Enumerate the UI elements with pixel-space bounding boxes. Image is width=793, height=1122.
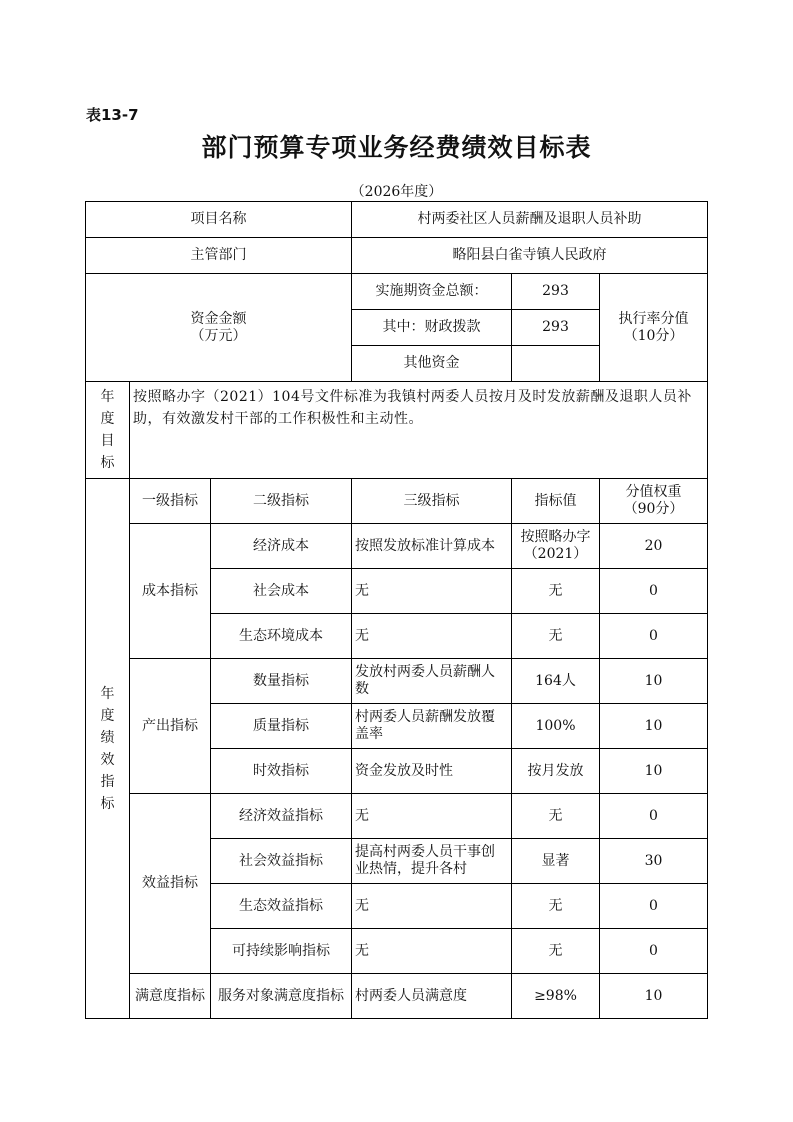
indicator-weight: 0 xyxy=(600,794,708,839)
indicator-l3: 提高村两委人员干事创业热情，提升各村 xyxy=(352,839,512,884)
indicator-l3: 发放村两委人员薪酬人数 xyxy=(352,659,512,704)
indicator-value: 无 xyxy=(512,884,600,929)
indicator-l3: 按照发放标准计算成本 xyxy=(352,524,512,569)
indicator-header-row xyxy=(86,479,708,524)
annual-goal-label xyxy=(86,382,130,479)
funds-other-value xyxy=(512,346,600,382)
department-label: 主管部门 xyxy=(86,238,352,274)
indicator-value: 100% xyxy=(512,704,600,749)
project-name-row xyxy=(86,202,708,238)
indicator-l3: 无 xyxy=(352,929,512,974)
indicator-weight: 20 xyxy=(600,524,708,569)
department-row xyxy=(86,238,708,274)
performance-indicator-label xyxy=(86,479,130,1019)
indicator-l3: 无 xyxy=(352,794,512,839)
header-level2: 二级指标 xyxy=(211,479,352,524)
annual-goal-label-char: 年 xyxy=(100,389,115,405)
funds-label-cell xyxy=(86,274,352,382)
document-year: （2026年度） xyxy=(350,184,443,200)
indicator-weight: 10 xyxy=(600,974,708,1019)
indicator-l2: 社会效益指标 xyxy=(211,839,352,884)
group-satisfaction: 满意度指标 xyxy=(130,974,211,1019)
indicator-weight: 0 xyxy=(600,929,708,974)
indicator-l2: 数量指标 xyxy=(211,659,352,704)
indicator-l3: 资金发放及时性 xyxy=(352,749,512,794)
indicator-value: 按月发放 xyxy=(512,749,600,794)
indicator-value: 无 xyxy=(512,794,600,839)
table-row xyxy=(86,659,708,704)
indicator-value: 无 xyxy=(512,929,600,974)
group-output: 产出指标 xyxy=(130,659,211,794)
funds-fiscal-label: 其中：财政拨款 xyxy=(352,310,512,346)
header-weight xyxy=(600,479,708,524)
execution-rate-score: （10分） xyxy=(623,327,684,344)
indicator-l2: 生态环境成本 xyxy=(211,614,352,659)
project-name-value: 村两委社区人员薪酬及退职人员补助 xyxy=(352,202,708,238)
table-row xyxy=(86,524,708,569)
funds-other-label: 其他资金 xyxy=(352,346,512,382)
indicator-l2: 经济成本 xyxy=(211,524,352,569)
indicator-l2: 时效指标 xyxy=(211,749,352,794)
table-row xyxy=(86,794,708,839)
header-level3: 三级指标 xyxy=(352,479,512,524)
document-title: 部门预算专项业务经费绩效目标表 xyxy=(201,133,592,162)
performance-label-char: 指 xyxy=(100,773,115,790)
funds-unit: （万元） xyxy=(190,327,247,344)
header-level1: 一级指标 xyxy=(130,479,211,524)
funds-total-value: 293 xyxy=(512,274,600,310)
execution-rate-cell xyxy=(600,274,708,382)
annual-goal-label-char: 标 xyxy=(100,455,115,471)
indicator-l2: 生态效益指标 xyxy=(211,884,352,929)
indicator-l3: 村两委人员薪酬发放覆盖率 xyxy=(352,704,512,749)
indicator-weight: 30 xyxy=(600,839,708,884)
indicator-value: 按照略办字（2021） xyxy=(512,524,600,569)
funds-fiscal-value: 293 xyxy=(512,310,600,346)
indicator-value: 无 xyxy=(512,614,600,659)
indicator-weight: 0 xyxy=(600,884,708,929)
header-weight-line2: （90分） xyxy=(623,501,684,517)
execution-rate-label: 执行率分值 xyxy=(618,310,689,327)
header-weight-line1: 分值权重 xyxy=(625,484,682,500)
indicator-l2: 服务对象满意度指标 xyxy=(211,974,352,1019)
annual-goal-text: 按照略办字（2021）104号文件标准为我镇村两委人员按月及时发放薪酬及退职人员补助，有效激发村干部的工作积极性和主动性。 xyxy=(130,382,708,479)
indicator-l3: 村两委人员满意度 xyxy=(352,974,512,1019)
indicator-value: 164人 xyxy=(512,659,600,704)
performance-target-table xyxy=(85,201,708,1019)
annual-goal-label-char: 目 xyxy=(100,433,115,449)
indicator-weight: 0 xyxy=(600,614,708,659)
funds-total-row xyxy=(86,274,708,310)
department-value: 略阳县白雀寺镇人民政府 xyxy=(352,238,708,274)
indicator-l3: 无 xyxy=(352,884,512,929)
table-number: 表13-7 xyxy=(86,106,139,124)
performance-label-char: 绩 xyxy=(100,729,115,746)
indicator-l3: 无 xyxy=(352,569,512,614)
indicator-l3: 无 xyxy=(352,614,512,659)
performance-label-char: 年 xyxy=(100,685,115,702)
indicator-weight: 10 xyxy=(600,659,708,704)
funds-label: 资金金额 xyxy=(190,310,247,327)
indicator-value: 无 xyxy=(512,569,600,614)
project-name-label: 项目名称 xyxy=(86,202,352,238)
performance-label-char: 度 xyxy=(100,707,115,724)
header-value: 指标值 xyxy=(512,479,600,524)
indicator-l2: 经济效益指标 xyxy=(211,794,352,839)
indicator-l2: 社会成本 xyxy=(211,569,352,614)
indicator-weight: 0 xyxy=(600,569,708,614)
group-cost: 成本指标 xyxy=(130,524,211,659)
indicator-l2: 质量指标 xyxy=(211,704,352,749)
performance-label-char: 效 xyxy=(100,751,115,768)
indicator-value: ≥98% xyxy=(512,974,600,1019)
indicator-weight: 10 xyxy=(600,749,708,794)
funds-total-label: 实施期资金总额： xyxy=(352,274,512,310)
annual-goal-row xyxy=(86,382,708,479)
indicator-weight: 10 xyxy=(600,704,708,749)
annual-goal-label-char: 度 xyxy=(100,411,115,427)
performance-label-char: 标 xyxy=(100,795,115,812)
table-row xyxy=(86,974,708,1019)
indicator-value: 显著 xyxy=(512,839,600,884)
indicator-l2: 可持续影响指标 xyxy=(211,929,352,974)
group-benefit: 效益指标 xyxy=(130,794,211,974)
